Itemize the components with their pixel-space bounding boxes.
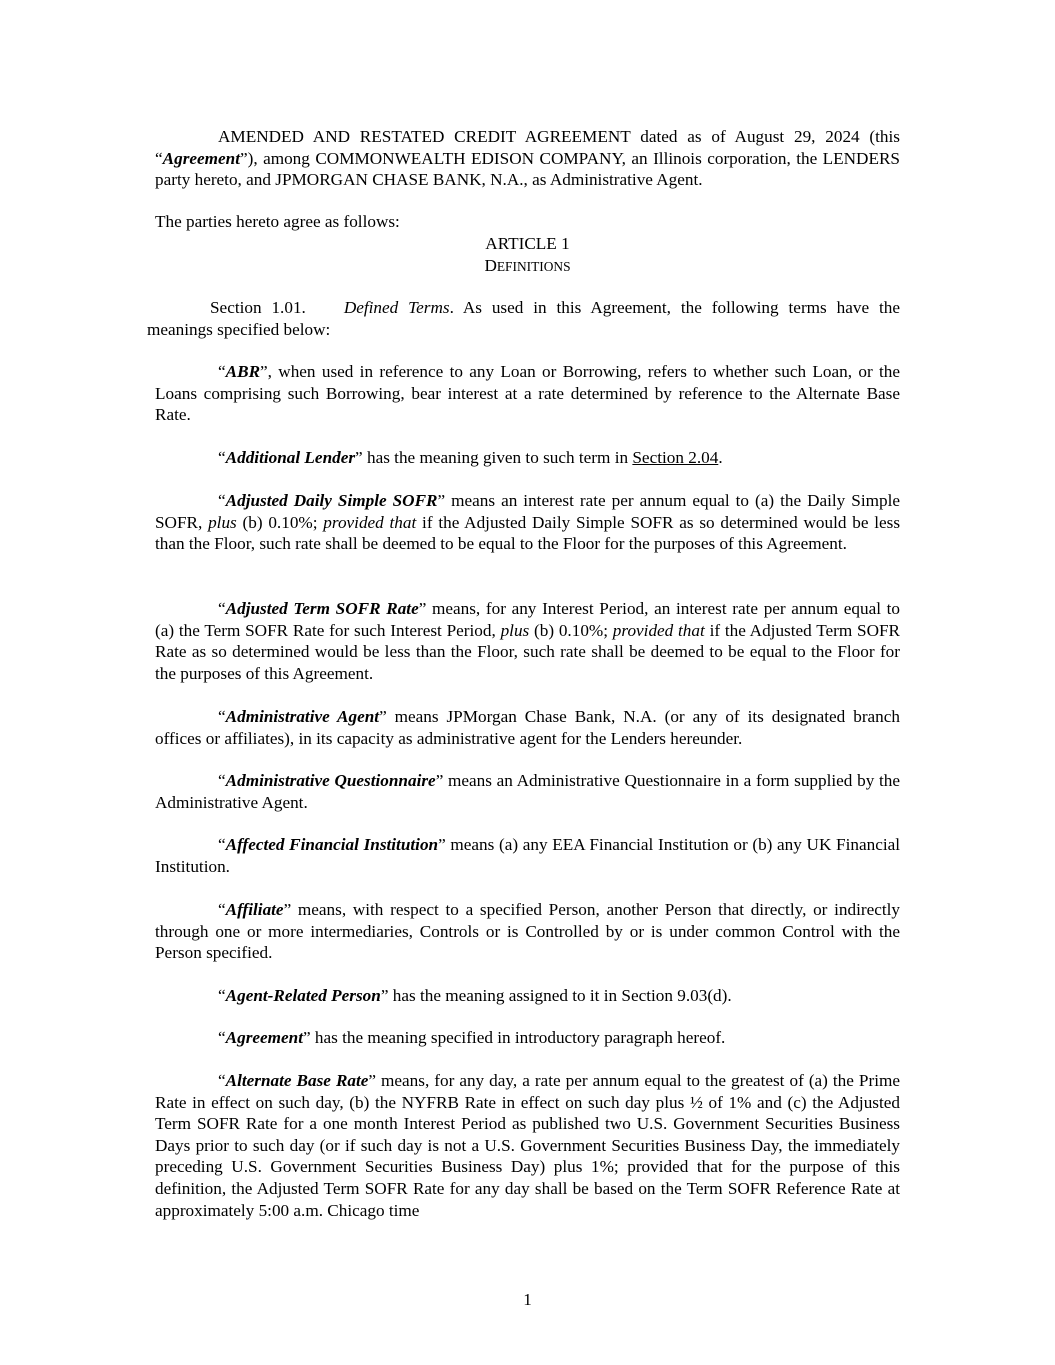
defined-term: Affected Financial Institution — [225, 835, 439, 854]
article-subtitle: DEFINITIONS — [484, 256, 571, 275]
defined-term: Agreement — [225, 1028, 303, 1047]
defined-term: ABR — [225, 362, 261, 381]
definition-administrative-questionnaire: “Administrative Questionnaire” means an Administrative Questionnaire in a form supplied by the Administrative Agent. — [155, 771, 900, 812]
defined-term: Adjusted Term SOFR Rate — [225, 599, 419, 618]
definition-affected-financial-institution: “Affected Financial Institution” means (a) any EEA Financial Institution or (b) any UK Financial Institution. — [155, 835, 901, 876]
definition-additional-lender: “Additional Lender” has the meaning given to such term in Section 2.04. — [218, 448, 723, 467]
section-reference-link[interactable]: Section 2.04 — [632, 448, 719, 467]
defined-term: Alternate Base Rate — [225, 1071, 369, 1090]
section-number: Section 1.01. — [210, 298, 306, 317]
defined-term: Adjusted Daily Simple SOFR — [225, 491, 438, 510]
defined-term: Administrative Agent — [225, 707, 380, 726]
intro-paragraph — [155, 126, 900, 191]
defined-term: Administrative Questionnaire — [225, 771, 436, 790]
defined-term: Affiliate — [225, 900, 284, 919]
definition-agreement: “Agreement” has the meaning specified in introductory paragraph hereof. — [218, 1028, 726, 1047]
defined-term: Agreement — [162, 148, 240, 168]
definition-adjusted-daily-simple-sofr: “Adjusted Daily Simple SOFR” means an interest rate per annum equal to (a) the Daily Simple SOFR, plus (b) 0.10%; provided that if the Adjusted Daily Simple SOFR as so determined would be less than the Floor, such rate shall be deemed to be equal to the Floor for the purposes of this Agreement. — [155, 491, 901, 554]
definition-affiliate: “Affiliate” means, with respect to a specified Person, another Person that directly, or indirectly through one or more intermediaries, Controls or is Controlled by or is under common Control with the Person specified. — [155, 900, 900, 963]
section-text: . As used in this Agreement, the following terms have the meanings specified below: — [147, 298, 900, 339]
defined-term: Additional Lender — [225, 448, 356, 467]
definition-alternate-base-rate: “Alternate Base Rate” means, for any day, a rate per annum equal to the greatest of (a) the Prime Rate in effect on such day, (b) the NYFRB Rate in effect on such day plus ½ of 1% and (c) the Adjusted Term SOFR Rate for a one month Interest Period as published two U.S. Government Securities Business Days prior to such day (or if such day is not a U.S. Government Securities Business Day, the immediately preceding U.S. Government Securities Business Day) plus 1%; provided that for the purpose of this definition, the Adjusted Term SOFR Rate for any day shall be based on the Term SOFR Reference Rate at approximately 5:00 a.m. Chicago time — [155, 1071, 900, 1220]
intro-text: AMENDED AND RESTATED CREDIT AGREEMENT dated as of August 29, 2024 (this “ — [155, 127, 900, 168]
definition-agent-related-person: “Agent-Related Person” has the meaning assigned to it in Section 9.03(d). — [218, 986, 732, 1005]
intro-text: ”), among COMMONWEALTH EDISON COMPANY, an Illinois corporation, the LENDERS party hereto, and JPMORGAN CHASE BANK, N.A., as Administrative Agent. — [155, 148, 900, 190]
article-title: ARTICLE 1 — [485, 234, 570, 253]
defined-term: Agent-Related Person — [225, 986, 381, 1005]
page-number: 1 — [523, 1290, 532, 1309]
section-heading: Defined Terms — [343, 298, 450, 317]
definition-administrative-agent: “Administrative Agent” means JPMorgan Chase Bank, N.A. (or any of its designated branch offices or affiliates), in its capacity as administrative agent for the Lenders hereunder. — [155, 707, 900, 748]
agree-line: The parties hereto agree as follows: — [155, 212, 400, 231]
section-1-01 — [147, 297, 900, 340]
definition-adjusted-term-sofr-rate: “Adjusted Term SOFR Rate” means, for any Interest Period, an interest rate per annum equal to (a) the Term SOFR Rate for such Interest Period, plus (b) 0.10%; provided that if the Adjusted Term SOFR Rate as so determined would be less than the Floor, such rate shall be deemed to be equal to the Floor for the purposes of this Agreement. — [155, 599, 901, 683]
definition-abr: “ABR”, when used in reference to any Loan or Borrowing, refers to whether such Loan, or the Loans comprising such Borrowing, bear interest at a rate determined by reference to the Alternate Base Rate. — [155, 362, 900, 425]
